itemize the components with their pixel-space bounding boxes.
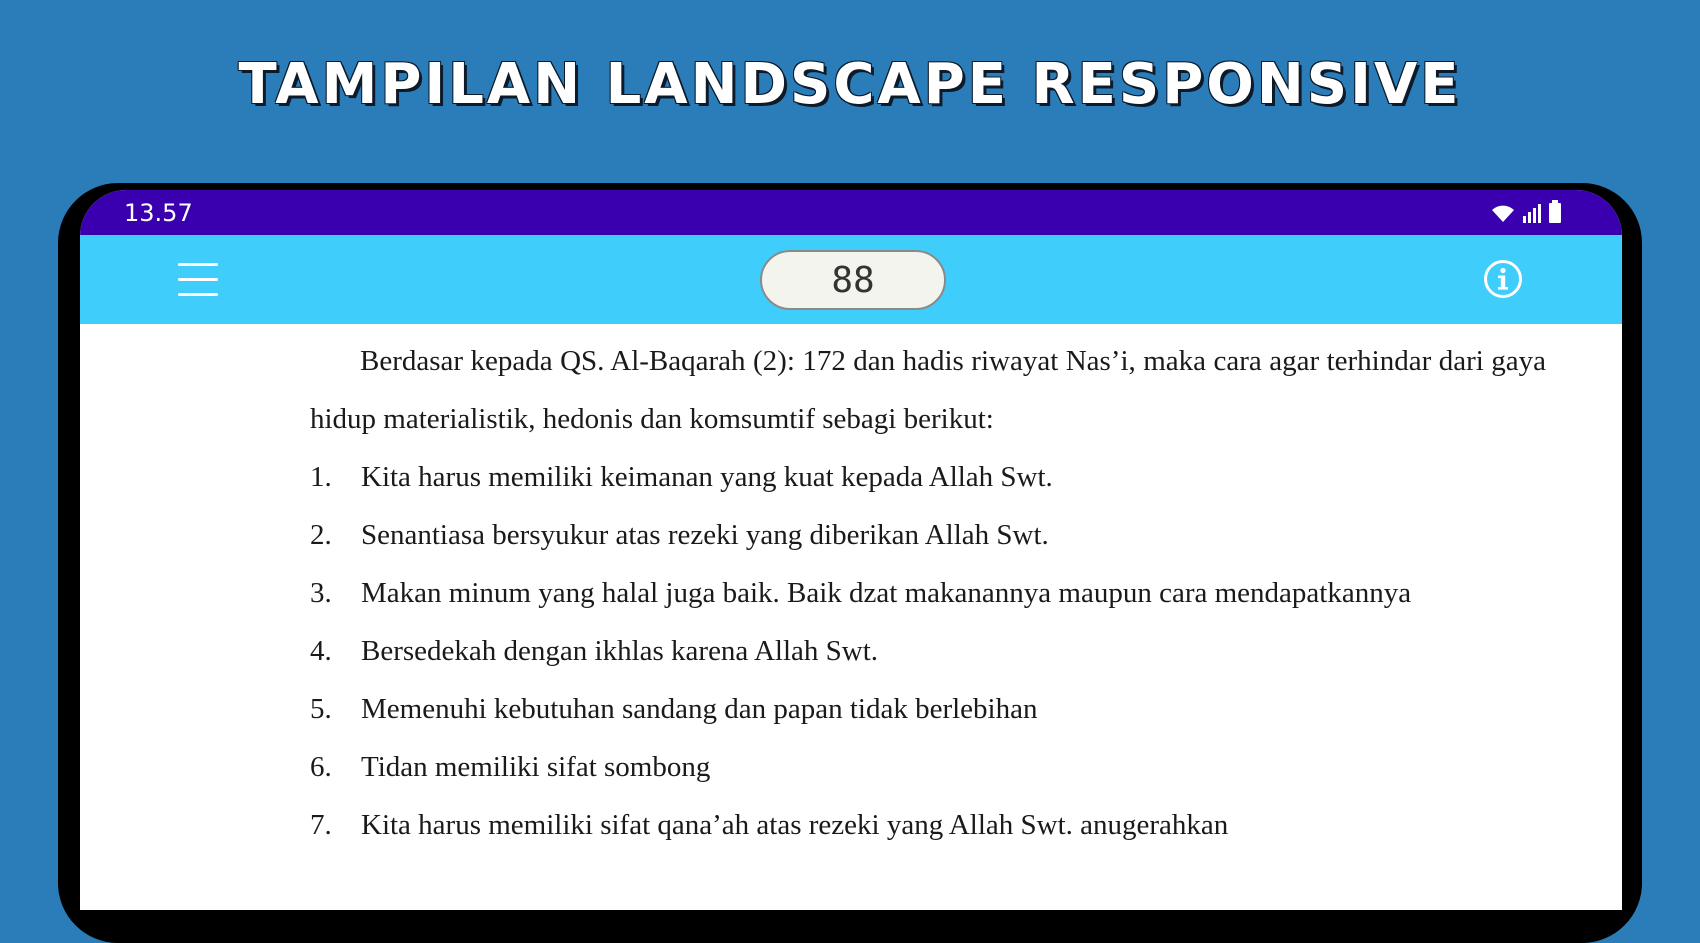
list-item: 5. Memenuhi kebutuhan sandang dan papan tidak berlebihan bbox=[310, 693, 1038, 725]
app-toolbar bbox=[80, 235, 1622, 324]
hamburger-menu-icon[interactable] bbox=[178, 259, 218, 301]
list-item: 1. Kita harus memiliki keimanan yang kuat kepada Allah Swt. bbox=[310, 461, 1053, 493]
list-item: 4. Bersedekah dengan ikhlas karena Allah Swt. bbox=[310, 635, 879, 667]
signal-icon bbox=[1522, 202, 1542, 229]
status-time: 13.57 bbox=[124, 199, 193, 227]
status-bar bbox=[80, 190, 1622, 235]
list-item: 7. Kita harus memiliki sifat qana’ah atas rezeki yang Allah Swt. anugerahkan bbox=[310, 809, 1229, 841]
info-icon[interactable] bbox=[1483, 259, 1523, 299]
app-screen bbox=[80, 190, 1622, 910]
item-list bbox=[310, 448, 1546, 854]
page-number-input[interactable] bbox=[760, 250, 946, 310]
battery-icon bbox=[1548, 200, 1562, 229]
list-item: 6. Tidan memiliki sifat sombong bbox=[310, 751, 711, 783]
intro-paragraph: Berdasar kepada QS. Al-Baqarah (2): 172 dan hadis riwayat Nas’i, maka cara agar terhindar dari gaya hidup materialistik, hedonis dan komsumtif sebagi berikut: bbox=[310, 345, 1546, 435]
wifi-icon bbox=[1490, 202, 1516, 229]
status-icons bbox=[1490, 200, 1562, 229]
document-page bbox=[80, 324, 1622, 910]
list-item: 3. Makan minum yang halal juga baik. Baik dzat makanannya maupun cara mendapatkannya bbox=[310, 577, 1412, 609]
list-item: 2. Senantiasa bersyukur atas rezeki yang diberikan Allah Swt. bbox=[310, 519, 1049, 551]
banner-title: TAMPILAN LANDSCAPE RESPONSIVE bbox=[238, 52, 1462, 117]
